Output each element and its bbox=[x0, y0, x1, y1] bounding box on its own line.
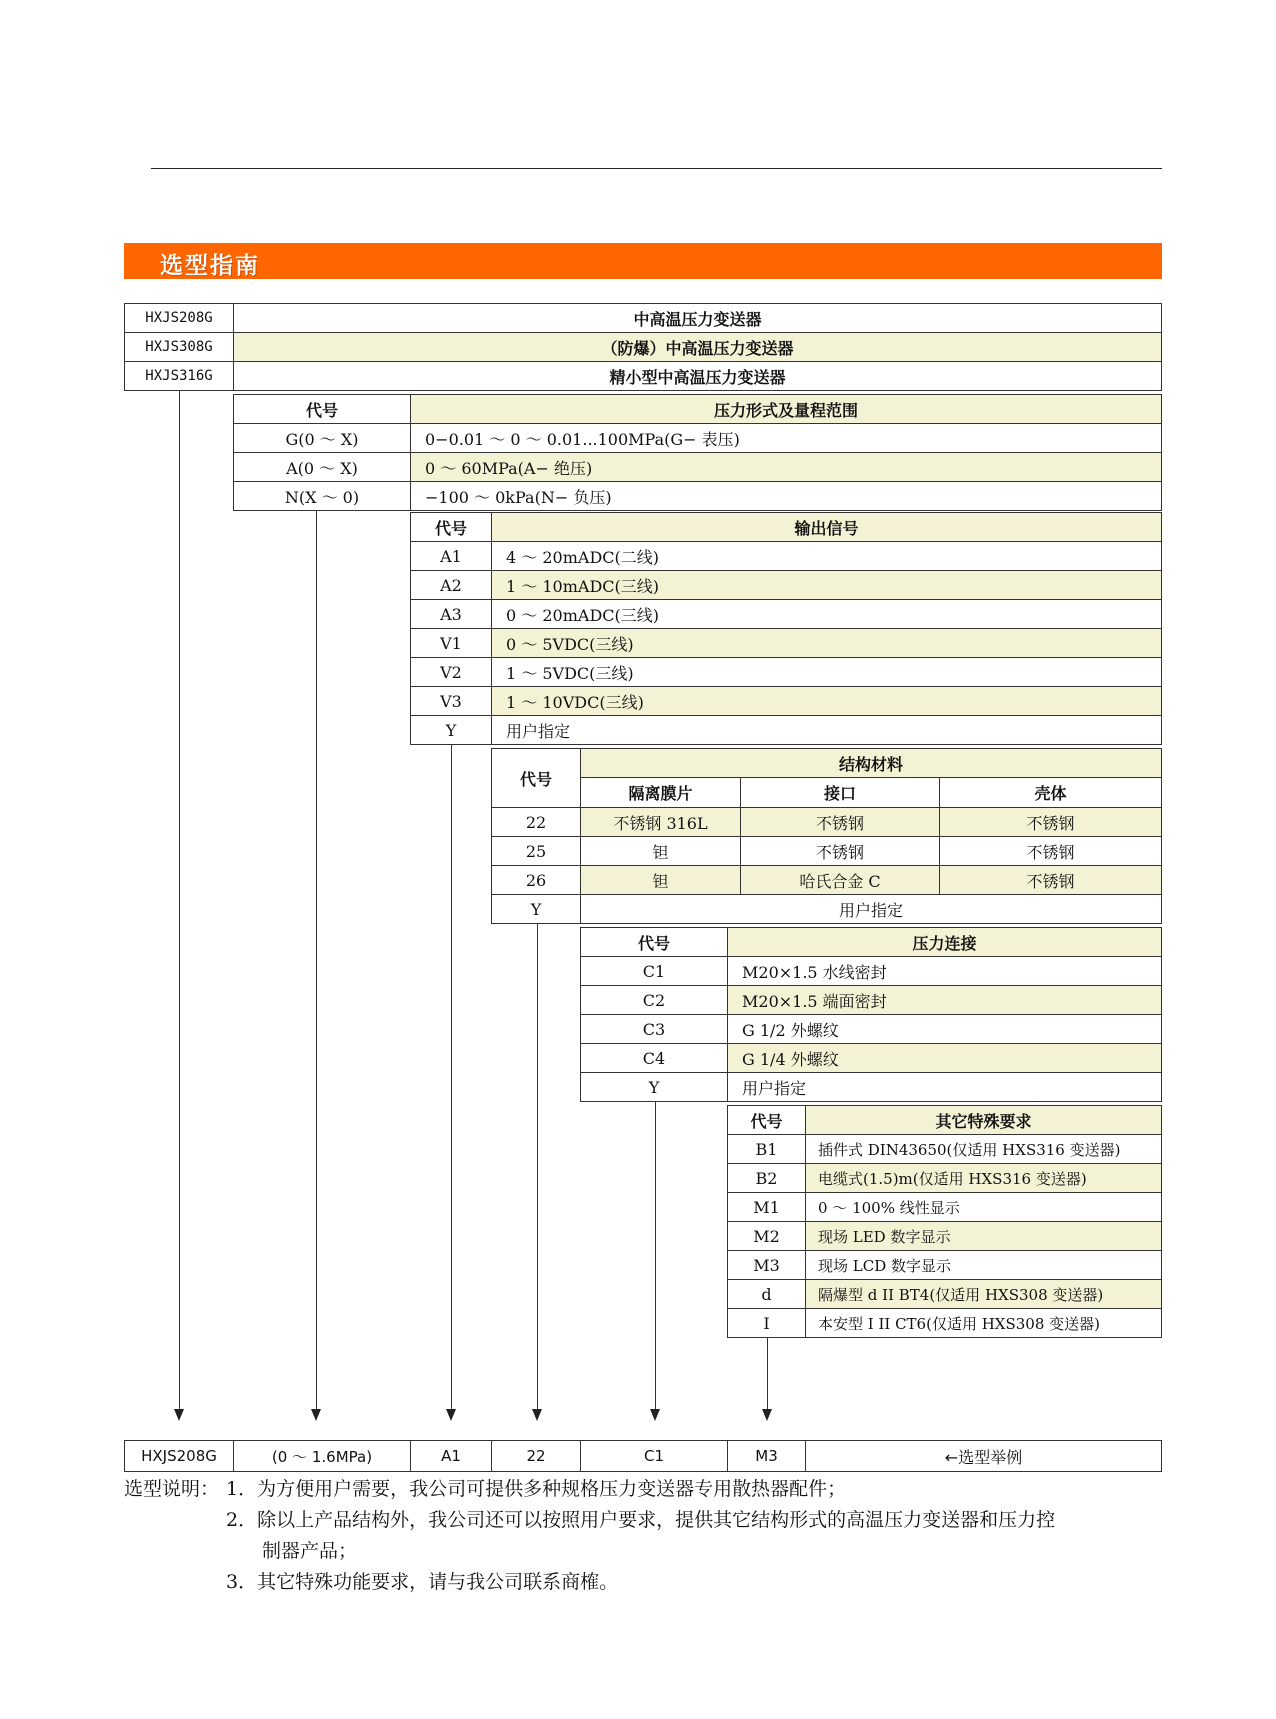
material-code: 25 bbox=[491, 836, 581, 866]
special-desc: 0 ～ 100% 线性显示 bbox=[805, 1192, 1162, 1222]
output-desc: 用户指定 bbox=[491, 715, 1162, 745]
connection-desc: 用户指定 bbox=[727, 1072, 1162, 1102]
material-diaphragm: 不锈钢 316L bbox=[580, 807, 741, 837]
material-desc: 用户指定 bbox=[580, 894, 1162, 924]
example-cell: 22 bbox=[491, 1440, 581, 1472]
output-code: A1 bbox=[410, 541, 492, 571]
connector-line bbox=[451, 745, 452, 1411]
pressure-desc: 0−0.01 ～ 0 ～ 0.01...100MPa(G− 表压) bbox=[410, 423, 1162, 453]
output-desc: 4 ～ 20mADC(二线) bbox=[491, 541, 1162, 571]
model-desc: 中高温压力变送器 bbox=[233, 303, 1162, 333]
note-item: 3．其它特殊功能要求，请与我公司联系商榷。 bbox=[226, 1571, 619, 1593]
special-code: d bbox=[727, 1279, 806, 1309]
special-header: 其它特殊要求 bbox=[805, 1105, 1162, 1135]
note-item: 2．除以上产品结构外，我公司还可以按照用户要求，提供其它结构形式的高温压力变送器和压力控 bbox=[226, 1509, 1056, 1531]
example-cell: A1 bbox=[410, 1440, 492, 1472]
connection-code-header: 代号 bbox=[580, 927, 728, 957]
connection-code: Y bbox=[580, 1072, 728, 1102]
material-diaphragm: 钽 bbox=[580, 865, 741, 895]
model-code: HXJS208G bbox=[124, 303, 234, 333]
material-diaphragm: 钽 bbox=[580, 836, 741, 866]
output-code: A2 bbox=[410, 570, 492, 600]
model-code: HXJS316G bbox=[124, 361, 234, 391]
section-banner bbox=[124, 243, 1162, 279]
example-cell: HXJS208G bbox=[124, 1440, 234, 1472]
connector-line bbox=[316, 511, 317, 1411]
special-code: I bbox=[727, 1308, 806, 1338]
arrow-down-icon bbox=[446, 1409, 456, 1421]
connection-desc: M20×1.5 水线密封 bbox=[727, 956, 1162, 986]
connector-line bbox=[655, 1102, 656, 1411]
special-desc: 隔爆型 d II BT4(仅适用 HXS308 变送器) bbox=[805, 1279, 1162, 1309]
material-interface: 哈氏合金 C bbox=[740, 865, 940, 895]
output-code: V1 bbox=[410, 628, 492, 658]
output-desc: 0 ～ 5VDC(三线) bbox=[491, 628, 1162, 658]
special-desc: 现场 LCD 数字显示 bbox=[805, 1250, 1162, 1280]
special-desc: 现场 LED 数字显示 bbox=[805, 1221, 1162, 1251]
arrow-down-icon bbox=[174, 1409, 184, 1421]
pressure-code: A(0 ～ X) bbox=[233, 452, 411, 482]
connection-code: C1 bbox=[580, 956, 728, 986]
material-interface: 不锈钢 bbox=[740, 807, 940, 837]
material-subheader: 接口 bbox=[740, 777, 940, 808]
special-code: M2 bbox=[727, 1221, 806, 1251]
output-header: 输出信号 bbox=[491, 512, 1162, 542]
material-housing: 不锈钢 bbox=[939, 807, 1162, 837]
special-code: M3 bbox=[727, 1250, 806, 1280]
material-subheader: 隔离膜片 bbox=[580, 777, 741, 808]
special-code: M1 bbox=[727, 1192, 806, 1222]
header-rule bbox=[151, 168, 1162, 169]
example-label: ←选型举例 bbox=[805, 1440, 1162, 1472]
material-header: 结构材料 bbox=[580, 748, 1162, 778]
output-code: V2 bbox=[410, 657, 492, 687]
note-item: 1．为方便用户需要，我公司可提供多种规格压力变送器专用散热器配件； bbox=[226, 1478, 847, 1500]
material-interface: 不锈钢 bbox=[740, 836, 940, 866]
material-code: 22 bbox=[491, 807, 581, 837]
connector-line bbox=[767, 1338, 768, 1411]
output-desc: 0 ～ 20mADC(三线) bbox=[491, 599, 1162, 629]
connection-code: C4 bbox=[580, 1043, 728, 1073]
notes-prefix: 选型说明： bbox=[124, 1478, 220, 1500]
connection-code: C2 bbox=[580, 985, 728, 1015]
model-code: HXJS308G bbox=[124, 332, 234, 362]
connection-desc: M20×1.5 端面密封 bbox=[727, 985, 1162, 1015]
pressure-code: N(X ～ 0) bbox=[233, 481, 411, 511]
special-desc: 电缆式(1.5)m(仅适用 HXS316 变送器) bbox=[805, 1163, 1162, 1193]
special-code: B1 bbox=[727, 1134, 806, 1164]
connector-line bbox=[537, 924, 538, 1411]
output-code: A3 bbox=[410, 599, 492, 629]
material-subheader: 壳体 bbox=[939, 777, 1162, 808]
connection-desc: G 1/2 外螺纹 bbox=[727, 1014, 1162, 1044]
example-cell: M3 bbox=[727, 1440, 806, 1472]
output-code: Y bbox=[410, 715, 492, 745]
output-desc: 1 ～ 10VDC(三线) bbox=[491, 686, 1162, 716]
note-item: 制器产品； bbox=[262, 1540, 358, 1562]
material-code: 26 bbox=[491, 865, 581, 895]
output-desc: 1 ～ 5VDC(三线) bbox=[491, 657, 1162, 687]
material-housing: 不锈钢 bbox=[939, 836, 1162, 866]
output-code: V3 bbox=[410, 686, 492, 716]
connector-line bbox=[179, 391, 180, 1411]
pressure-code: G(0 ～ X) bbox=[233, 423, 411, 453]
connection-desc: G 1/4 外螺纹 bbox=[727, 1043, 1162, 1073]
special-code: B2 bbox=[727, 1163, 806, 1193]
example-cell: (0 ～ 1.6MPa) bbox=[233, 1440, 411, 1472]
material-code: Y bbox=[491, 894, 581, 924]
connection-code: C3 bbox=[580, 1014, 728, 1044]
arrow-down-icon bbox=[762, 1409, 772, 1421]
special-desc: 插件式 DIN43650(仅适用 HXS316 变送器) bbox=[805, 1134, 1162, 1164]
arrow-down-icon bbox=[532, 1409, 542, 1421]
special-desc: 本安型 I II CT6(仅适用 HXS308 变送器) bbox=[805, 1308, 1162, 1338]
output-code-header: 代号 bbox=[410, 512, 492, 542]
arrow-down-icon bbox=[650, 1409, 660, 1421]
connection-header: 压力连接 bbox=[727, 927, 1162, 957]
model-desc: 精小型中高温压力变送器 bbox=[233, 361, 1162, 391]
section-title: 选型指南 bbox=[160, 253, 260, 279]
pressure-desc: −100 ～ 0kPa(N− 负压) bbox=[410, 481, 1162, 511]
model-desc: （防爆）中高温压力变送器 bbox=[233, 332, 1162, 362]
material-code-header: 代号 bbox=[491, 748, 581, 808]
arrow-down-icon bbox=[311, 1409, 321, 1421]
pressure-desc: 0 ～ 60MPa(A− 绝压) bbox=[410, 452, 1162, 482]
pressure-header: 压力形式及量程范围 bbox=[410, 394, 1162, 424]
output-desc: 1 ～ 10mADC(三线) bbox=[491, 570, 1162, 600]
pressure-code-header: 代号 bbox=[233, 394, 411, 424]
special-code-header: 代号 bbox=[727, 1105, 806, 1135]
material-housing: 不锈钢 bbox=[939, 865, 1162, 895]
example-cell: C1 bbox=[580, 1440, 728, 1472]
